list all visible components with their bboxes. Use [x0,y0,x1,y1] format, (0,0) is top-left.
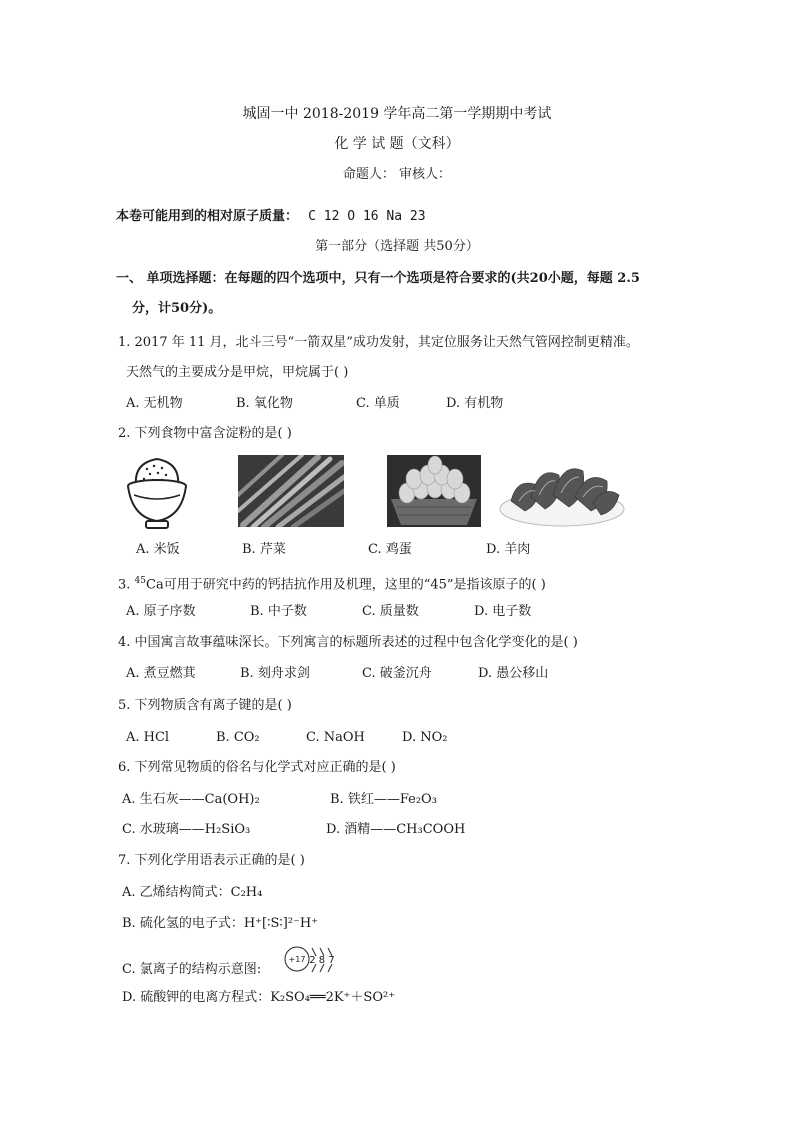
rice-bowl-image [122,455,192,535]
q6-option-c: C. 水玻璃——H₂SiO₃ [122,822,251,837]
part1-title: 第一部分（选择题 共50分） [315,239,479,254]
q4-option-b: B. 刻舟求剑 [240,666,310,681]
q3-option-a: A. 原子序数 [126,604,196,619]
q6-option-a: A. 生石灰——Ca(OH)₂ [122,792,260,807]
q3-stem-text: Ca可用于研究中药的钙拮抗作用及机理，这里的“45”是指该原子的( ) [146,577,546,593]
q5-option-b: B. CO₂ [216,730,260,745]
q2-option-d: D. 羊肉 [486,542,531,557]
q1-line1: 1. 2017 年 11 月，北斗三号“一箭双星”成功发射，其定位服务让天然气管网控制更精准。 [118,335,639,350]
q7-option-b: B. 硫化氢的电子式：H⁺[∶S∶]²⁻H⁺ [122,916,319,931]
q1-option-c: C. 单质 [356,396,400,411]
mutton-plate-image [497,455,627,529]
q3-option-d: D. 电子数 [474,604,532,619]
q5-option-a: A. HCl [126,730,170,745]
q1-line2: 天然气的主要成分是甲烷，甲烷属于( ) [126,365,349,380]
q7-option-c: C. 氯离子的结构示意图: [122,962,262,977]
q2-stem: 2. 下列食物中富含淀粉的是( ) [118,426,292,441]
q6-stem: 6. 下列常见物质的俗名与化学式对应正确的是( ) [118,760,396,775]
q5-option-d: D. NO₂ [402,730,448,745]
celery-image [238,455,344,527]
q6-option-b: B. 铁红——Fe₂O₃ [330,792,437,807]
atomic-mass-line [116,209,426,225]
q4-stem: 4. 中国寓言故事蕴味深长。下列寓言的标题所表述的过程中包含化学变化的是( ) [118,635,578,650]
authors-line: 命题人： 审核人： [342,167,452,182]
q6-option-d: D. 酒精——CH₃COOH [326,822,466,837]
q7-option-a: A. 乙烯结构简式：C₂H₄ [122,885,263,900]
section-instructions-line2: 分，计50分)。 [132,301,222,316]
atomic-mass-label: 本卷可能用到的相对原子质量： [116,209,299,224]
q2-option-c: C. 鸡蛋 [368,542,412,557]
q5-stem: 5. 下列物质含有离子键的是( ) [118,698,292,713]
chloride-ion-diagram [284,942,344,976]
q3-option-b: B. 中子数 [250,604,307,619]
q1-option-b: B. 氧化物 [236,396,293,411]
section-instructions-line1: 一、 单项选择题：在每题的四个选项中，只有一个选项是符合要求的(共20小题，每题 2.5 [116,271,640,286]
q4-option-d: D. 愚公移山 [478,666,549,681]
q4-option-c: C. 破釜沉舟 [362,666,432,681]
eggs-basket-image [387,455,481,527]
q7-stem: 7. 下列化学用语表示正确的是( ) [118,853,305,868]
q2-option-b: B. 芹菜 [242,542,286,557]
q5-option-c: C. NaOH [306,730,365,745]
q4-option-a: A. 煮豆燃萁 [126,666,196,681]
q7-option-d: D. 硫酸钾的电离方程式：K₂SO₄══2K⁺＋SO²⁺ [122,990,396,1005]
q3-mass-number: 45 [134,576,146,586]
atomic-mass-values: C 12 O 16 Na 23 [308,209,426,224]
q3-option-c: C. 质量数 [362,604,419,619]
q2-option-a: A. 米饭 [136,542,180,557]
exam-title: 城固一中 2018-2019 学年高二第一学期期中考试 [242,106,552,122]
ion-nucleus-charge: +17 [288,955,306,964]
q3-stem: 3. $^{45}$Ca可用于研究中药的钙拮抗作用及机理，这里的“45”是指该原子的( ) [118,576,546,593]
subject-title: 化 学 试 题（文科） [334,136,460,152]
q1-option-a: A. 无机物 [126,396,183,411]
q1-option-d: D. 有机物 [446,396,504,411]
ion-electron-shells: 2 8 7 [309,955,335,966]
